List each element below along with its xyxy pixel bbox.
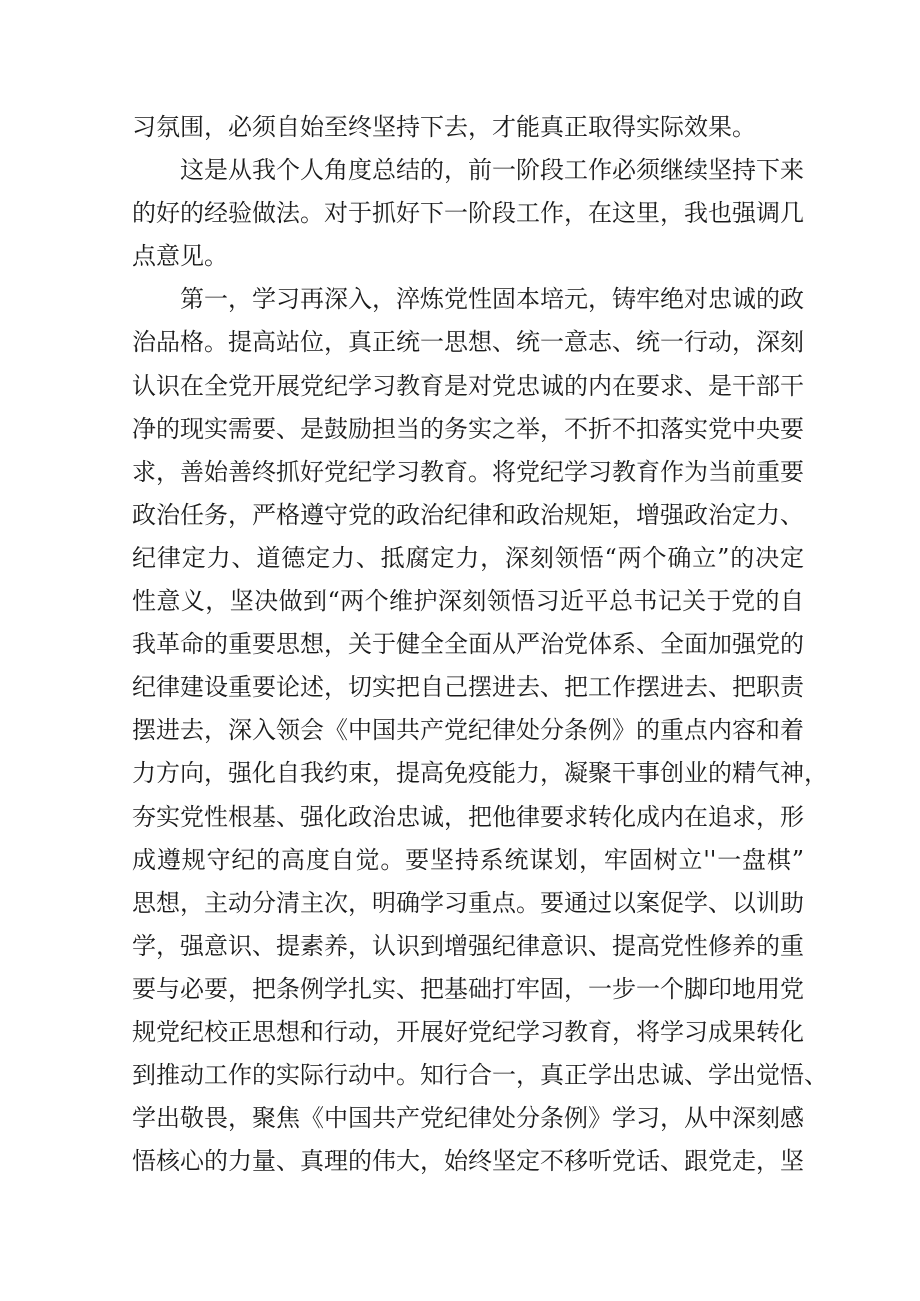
text-line: 纪律定力、道德定力、抵腐定力，深刻领悟“两个确立”的决定	[132, 543, 804, 572]
text-line: 我革命的重要思想，关于健全全面从严治党体系、全面加强党的	[132, 630, 804, 659]
text-line: 学出敬畏，聚焦《中国共产党纪律处分条例》学习，从中深刻感	[132, 1104, 804, 1133]
text-line: 成遵规守纪的高度自觉。要坚持系统谋划，牢固树立''一盘棋”	[132, 845, 804, 874]
text-line: 求，善始善终抓好党纪学习教育。将党纪学习教育作为当前重要	[132, 457, 804, 486]
text-line: 第一，学习再深入，淬炼党性固本培元，铸牢绝对忠诚的政	[180, 285, 804, 314]
text-line: 认识在全党开展党纪学习教育是对党忠诚的内在要求、是干部干	[132, 371, 804, 400]
text-line: 治品格。提高站位，真正统一思想、统一意志、统一行动，深刻	[132, 328, 804, 357]
text-line: 力方向，强化自我约束，提高免疫能力，凝聚干事创业的精气神，	[132, 759, 828, 788]
text-line: 学，强意识、提素养，认识到增强纪律意识、提高党性修养的重	[132, 931, 804, 960]
text-line: 性意义，坚决做到“两个维护深刻领悟习近平总书记关于党的自	[132, 587, 804, 616]
text-line: 点意见。	[132, 242, 228, 271]
text-line: 夯实党性根基、强化政治忠诚，把他律要求转化成内在追求，形	[132, 802, 804, 831]
text-line: 要与必要，把条例学扎实、把基础打牢固，一步一个脚印地用党	[132, 974, 804, 1003]
text-line: 的好的经验做法。对于抓好下一阶段工作，在这里，我也强调几	[132, 199, 804, 228]
text-line: 到推动工作的实际行动中。知行合一，真正学出忠诚、学出觉悟、	[132, 1061, 828, 1090]
text-line: 习氛围，必须自始至终坚持下去，才能真正取得实际效果。	[132, 113, 756, 141]
text-line: 这是从我个人角度总结的，前一阶段工作必须继续坚持下来	[180, 156, 804, 185]
text-line: 规党纪校正思想和行动，开展好党纪学习教育，将学习成果转化	[132, 1017, 804, 1046]
text-line: 政治任务，严格遵守党的政治纪律和政治规矩，增强政治定力、	[132, 500, 804, 529]
text-line: 悟核心的力量、真理的伟大，始终坚定不移听党话、跟党走，坚	[132, 1147, 804, 1176]
document-body	[132, 106, 828, 1183]
text-line: 摆进去，深入领会《中国共产党纪律处分条例》的重点内容和着	[132, 716, 804, 745]
text-line: 净的现实需要、是鼓励担当的务实之举，不折不扣落实党中央要	[132, 414, 804, 443]
text-line: 纪律建设重要论述，切实把自己摆进去、把工作摆进去、把职责	[132, 673, 804, 702]
text-line: 思想，主动分清主次，明确学习重点。要通过以案促学、以训助	[132, 888, 804, 917]
